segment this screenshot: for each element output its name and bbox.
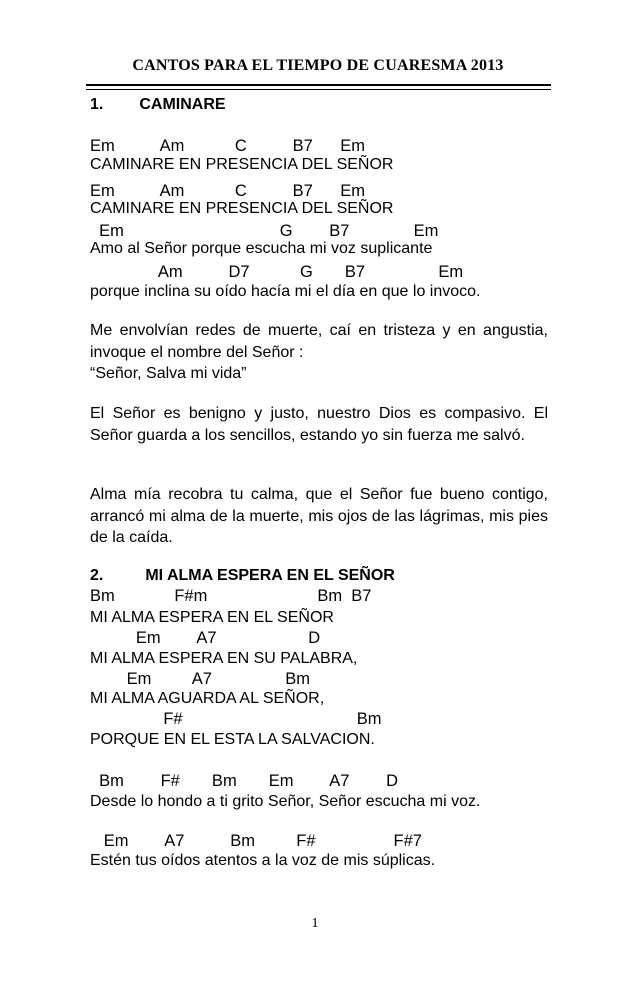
song2-title: MI ALMA ESPERA EN EL SEÑOR <box>145 567 395 584</box>
page-header: CANTOS PARA EL TIEMPO DE CUARESMA 2013 <box>132 57 504 74</box>
song2-chords-6: Em A7 Bm F# F#7 <box>90 832 422 850</box>
song1-title: CAMINARE <box>139 96 226 113</box>
song1-verse-1-text: Me envolvían redes de muerte, caí en tristeza y en angustia, invoque el nombre del Señor : <box>90 322 548 361</box>
song1-heading <box>90 95 226 115</box>
song2-chords-2: Em A7 D <box>90 629 321 647</box>
song1-lyric-4: porque inclina su oído hacía mi el día en que lo invoco. <box>90 283 481 300</box>
song1-lyric-1: CAMINARE EN PRESENCIA DEL SEÑOR <box>90 156 394 173</box>
song2-chords-5: Bm F# Bm Em A7 D <box>90 772 399 790</box>
header-rule-thick <box>86 84 551 86</box>
song2-lyric-1: MI ALMA ESPERA EN EL SEÑOR <box>90 609 334 626</box>
song1-chords-4: Am D7 G B7 Em <box>90 263 464 281</box>
song1-verse-2: El Señor es benigno y justo, nuestro Dios es compasivo. El Señor guarda a los sencillos, estando yo sin fuerza me salvó. <box>90 405 548 444</box>
song2-lyric-4: PORQUE EN EL ESTA LA SALVACION. <box>90 731 375 748</box>
song2-lyric-2: MI ALMA ESPERA EN SU PALABRA, <box>90 650 358 667</box>
song2-lyric-6: Estén tus oídos atentos a la voz de mis súplicas. <box>90 852 436 869</box>
song2-lyric-5: Desde lo hondo a ti grito Señor, Señor escucha mi voz. <box>90 793 481 810</box>
song2-lyric-3: MI ALMA AGUARDA AL SEÑOR, <box>90 690 325 707</box>
song2-number: 2. <box>90 567 104 584</box>
header-rule-thin <box>86 89 551 90</box>
song1-chords-1: Em Am C B7 Em <box>90 137 366 155</box>
page-number: 1 <box>311 916 319 931</box>
song2-chords-4: F# Bm <box>90 710 382 728</box>
song1-number: 1. <box>90 96 104 113</box>
song2-chords-1: Bm F#m Bm B7 <box>90 587 372 605</box>
song2-heading <box>90 566 395 586</box>
song2-chords-3: Em A7 Bm <box>90 670 311 688</box>
song1-verse-1-quote: “Señor, Salva mi vida” <box>90 365 247 382</box>
song1-verse-3: Alma mía recobra tu calma, que el Señor fue bueno contigo, arrancó mi alma de la muerte, mis ojos de las lágrimas, mis pies de la caída. <box>90 486 548 546</box>
song1-chords-3: Em G B7 Em <box>90 222 439 240</box>
song1-chords-2: Em Am C B7 Em <box>90 182 366 200</box>
song1-verse-1 <box>90 320 548 385</box>
song1-lyric-3: Amo al Señor porque escucha mi voz suplicante <box>90 240 433 257</box>
song1-lyric-2: CAMINARE EN PRESENCIA DEL SEÑOR <box>90 200 394 217</box>
